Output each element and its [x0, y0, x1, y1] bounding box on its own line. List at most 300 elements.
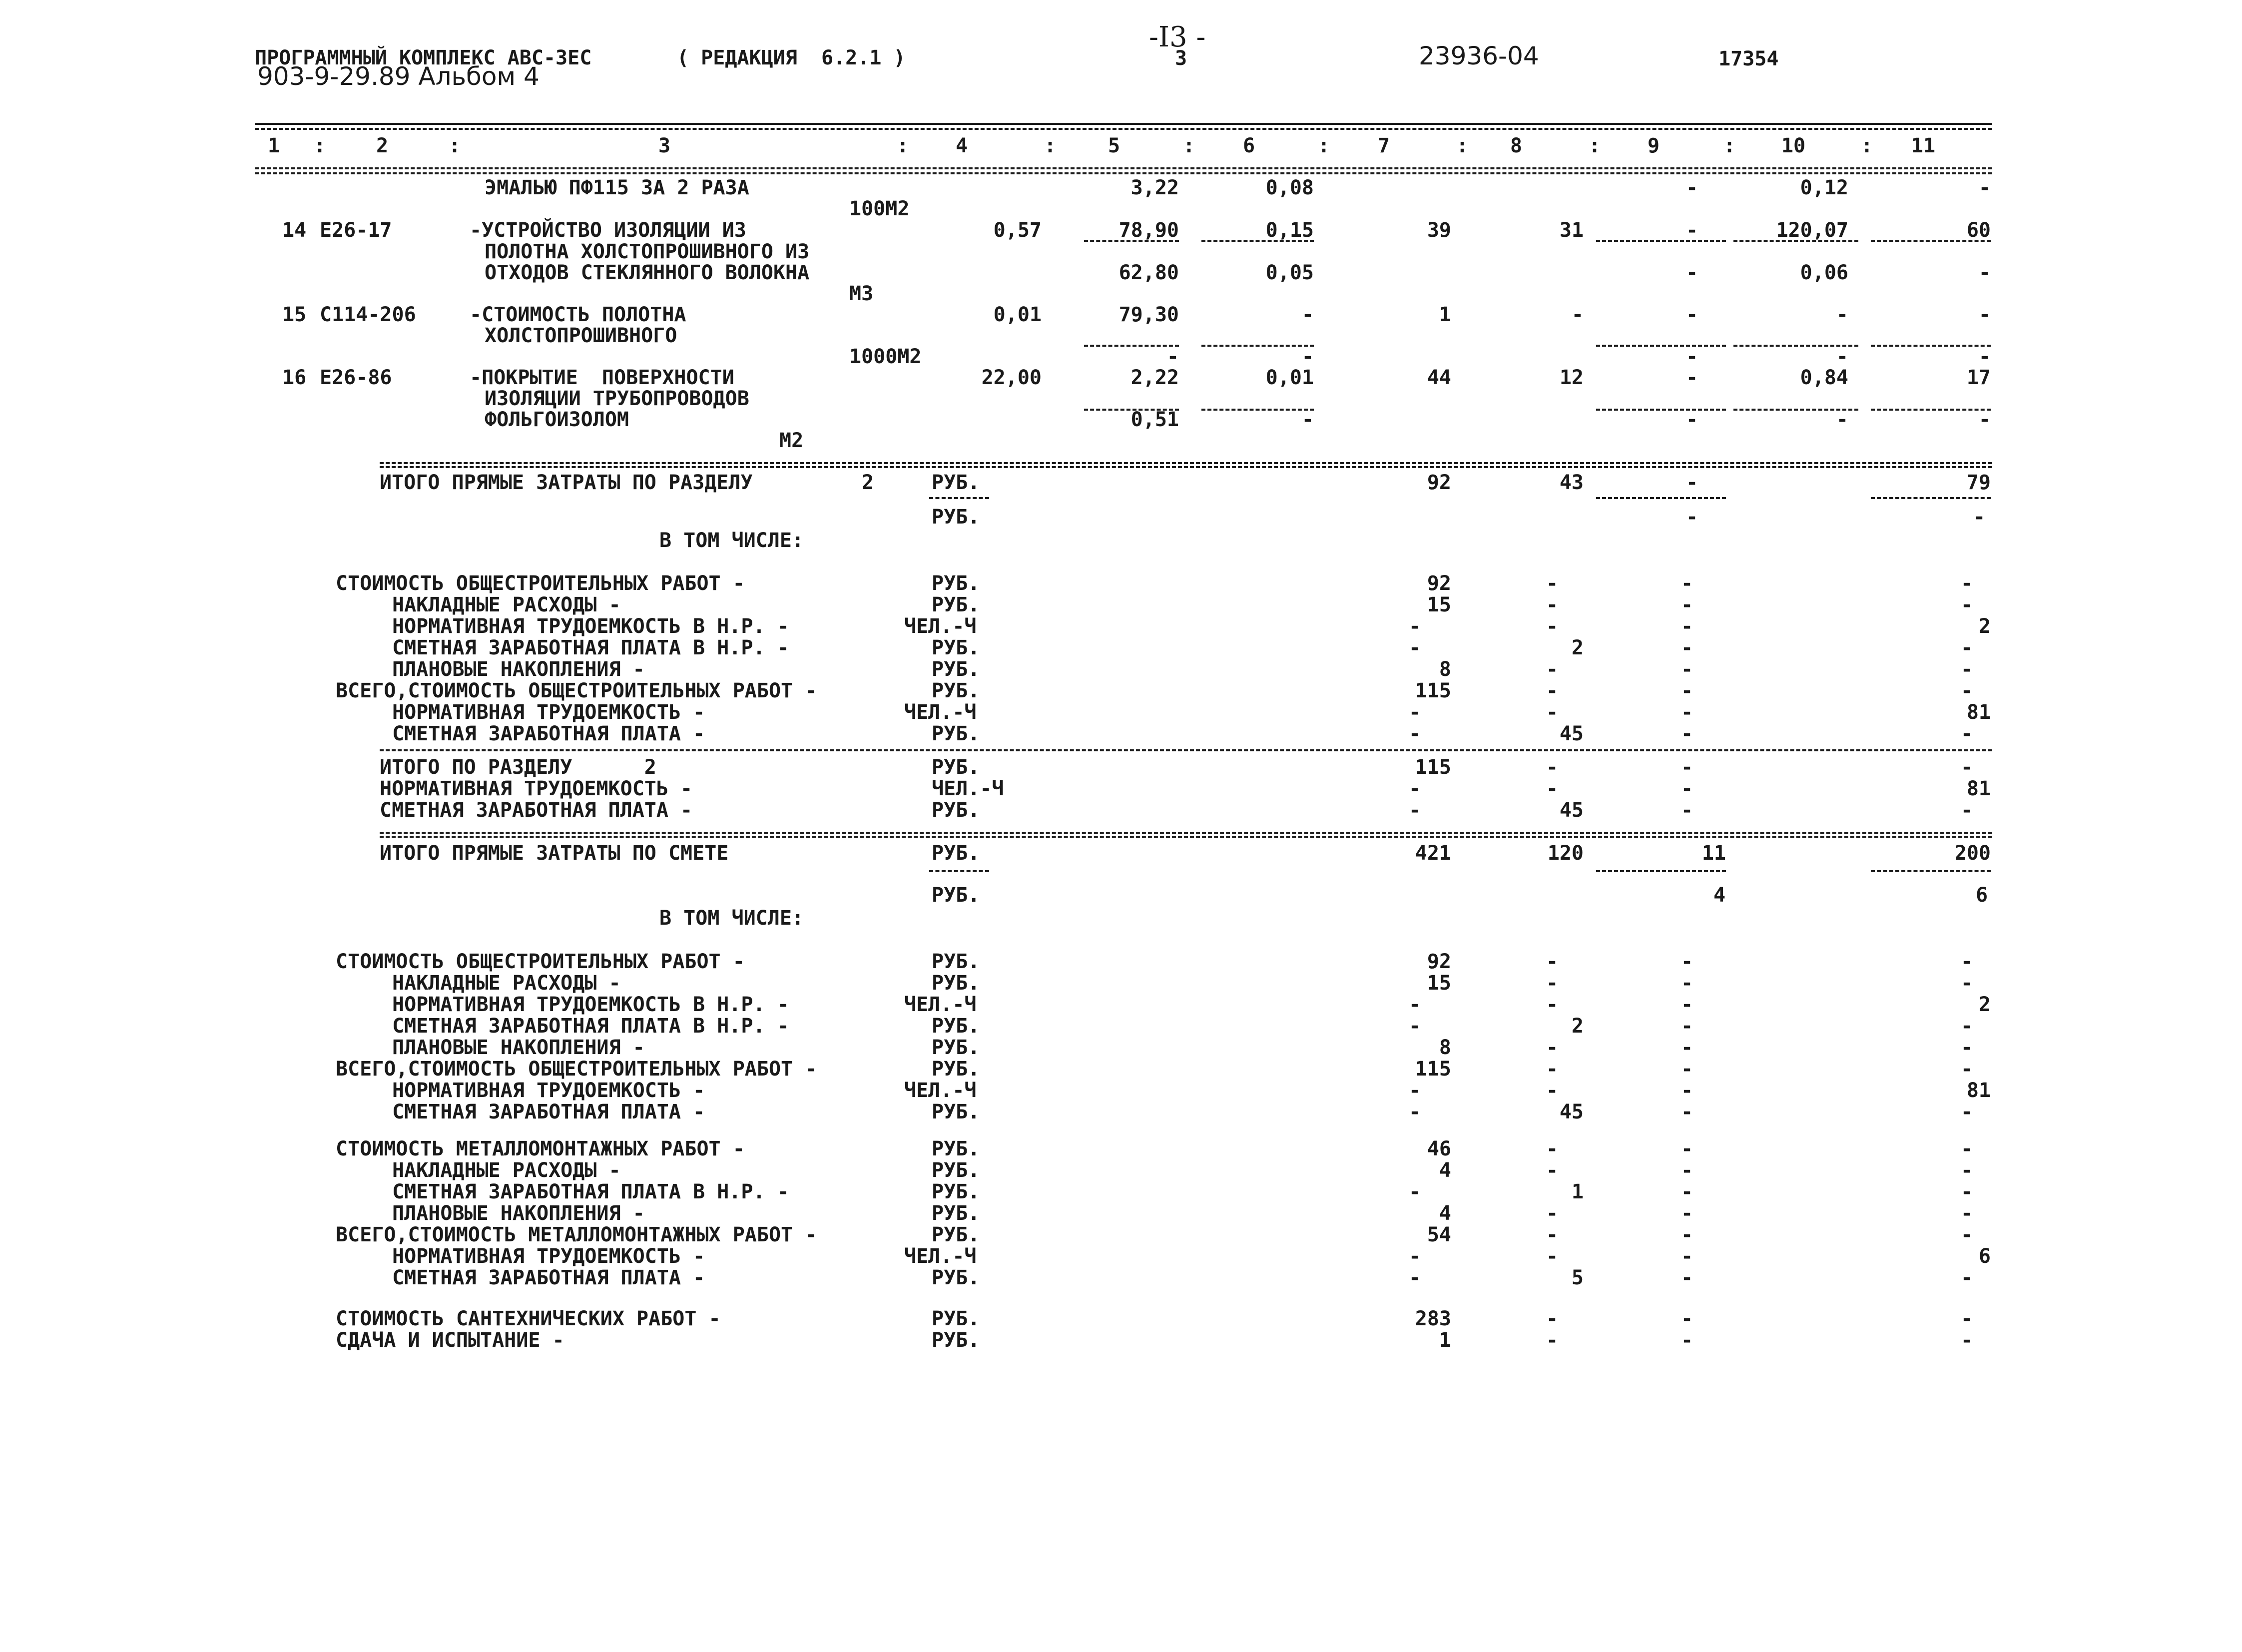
cell-c8: 31 — [1559, 219, 1584, 242]
cell-c9: - — [1681, 993, 1693, 1016]
cell-c11: 17 — [1966, 366, 1991, 389]
cell-c7: - — [1409, 615, 1421, 638]
cell-c10: 0,12 — [1800, 176, 1848, 199]
cell-c9: - — [1681, 679, 1693, 702]
unit-label: РУБ. — [932, 756, 980, 779]
cell-c11: 81 — [1966, 1079, 1991, 1102]
cell-c8: - — [1546, 1245, 1559, 1268]
estimate-total-label: ИТОГО ПРЯМЫЕ ЗАТРАТЫ ПО СМЕТЕ — [380, 842, 729, 865]
header-rule-bottom — [255, 167, 1992, 169]
cell-c11: 79 — [1966, 471, 1991, 494]
cell-c11: - — [1961, 572, 1973, 595]
column-header-11: 11 — [1911, 134, 1936, 157]
cell-c11: 81 — [1966, 701, 1991, 724]
unit-label: РУБ. — [932, 1180, 980, 1203]
cell-c8: - — [1546, 615, 1559, 638]
cell-c5: - — [1166, 345, 1179, 368]
section-total-rule — [380, 749, 1992, 751]
section-total-rule — [380, 462, 1992, 464]
cell-c9: - — [1686, 408, 1698, 431]
unit-label: ЧЕЛ.-Ч — [904, 1245, 977, 1268]
cell-c9: - — [1681, 1266, 1693, 1289]
section-number: 2 — [862, 471, 874, 494]
cell-c7: 4 — [1439, 1159, 1451, 1182]
cell-c10: 0,06 — [1800, 261, 1848, 284]
cell-c7: 39 — [1427, 219, 1451, 242]
summary-label: СМЕТНАЯ ЗАРАБОТНАЯ ПЛАТА - — [392, 722, 705, 745]
summary-label: СТОИМОСТЬ ОБЩЕСТРОИТЕЛЬНЫХ РАБОТ - — [336, 572, 745, 595]
column-header-10: 10 — [1781, 134, 1806, 157]
unit-label: РУБ. — [932, 1137, 980, 1160]
cell-c11: 60 — [1966, 219, 1991, 242]
cell-c11: 6 — [1978, 1245, 1991, 1268]
header-rule-top — [255, 123, 1992, 125]
item-description: ОТХОДОВ СТЕКЛЯННОГО ВОЛОКНА — [485, 261, 810, 284]
column-header-2: 2 — [376, 134, 389, 157]
cell-c11: - — [1961, 1058, 1973, 1081]
cell-c7: - — [1409, 799, 1421, 822]
item-number: 14 — [282, 219, 307, 242]
cell-c7: 8 — [1439, 658, 1451, 681]
underline-segment — [1201, 409, 1314, 411]
cell-c8: - — [1546, 950, 1559, 973]
cell-c9: - — [1681, 722, 1693, 745]
cell-c9: - — [1686, 176, 1698, 199]
column-separator: : — [1861, 134, 1873, 157]
cell-c11: - — [1978, 408, 1991, 431]
cell-c11: 2 — [1978, 615, 1991, 638]
cell-c7: - — [1409, 1101, 1421, 1123]
cell-c9: - — [1681, 777, 1693, 800]
cell-c9: - — [1686, 345, 1698, 368]
summary-label: ПЛАНОВЫЕ НАКОПЛЕНИЯ - — [392, 1036, 645, 1059]
cell-c11: - — [1961, 593, 1973, 616]
cell-c6: 0,08 — [1265, 176, 1314, 199]
cell-c9: - — [1686, 366, 1698, 389]
cell-c11: - — [1961, 1307, 1973, 1330]
section-total-rule-2 — [380, 466, 1992, 468]
unit-label: РУБ. — [932, 1202, 980, 1225]
cell-c11: 200 — [1954, 842, 1991, 865]
item-number: 16 — [282, 366, 307, 389]
cell-c9: - — [1686, 219, 1698, 242]
cell-c8: 2 — [1571, 636, 1584, 659]
unit-label: РУБ. — [932, 572, 980, 595]
cell-c7: 283 — [1415, 1307, 1451, 1330]
summary-label: НОРМАТИВНАЯ ТРУДОЕМКОСТЬ - — [392, 1079, 705, 1102]
including-heading: В ТОМ ЧИСЛЕ: — [659, 907, 804, 930]
item-description: -УСТРОЙСТВО ИЗОЛЯЦИИ ИЗ — [470, 219, 746, 242]
cell-c11: - — [1978, 345, 1991, 368]
cell-c9: - — [1681, 1079, 1693, 1102]
summary-label: НОРМАТИВНАЯ ТРУДОЕМКОСТЬ - — [380, 777, 693, 800]
item-description: ФОЛЬГОИЗОЛОМ — [485, 408, 629, 431]
cell-c11: 2 — [1978, 993, 1991, 1016]
unit-label: РУБ. — [932, 593, 980, 616]
cell-c10: 0,84 — [1800, 366, 1848, 389]
column-separator: : — [314, 134, 326, 157]
cell-c7: 421 — [1415, 842, 1451, 865]
cell-c8: - — [1546, 1307, 1559, 1330]
item-unit: 100М2 — [849, 197, 910, 220]
cell-c9: - — [1681, 972, 1693, 995]
program-title: ПРОГРАММНЫЙ КОМПЛЕКС АВС-3ЕС — [255, 46, 592, 69]
summary-label: ПЛАНОВЫЕ НАКОПЛЕНИЯ - — [392, 1202, 645, 1225]
cell-c10: 120,07 — [1776, 219, 1848, 242]
cell-c7: 92 — [1427, 471, 1451, 494]
summary-label: СМЕТНАЯ ЗАРАБОТНАЯ ПЛАТА - — [380, 799, 693, 822]
item-description: ХОЛСТОПРОШИВНОГО — [485, 324, 677, 347]
cell-c7: - — [1409, 1266, 1421, 1289]
cell-c11: - — [1961, 799, 1973, 822]
cell-c11: - — [1961, 658, 1973, 681]
cell-c7: 1 — [1439, 303, 1451, 326]
cell-c11: - — [1961, 722, 1973, 745]
summary-label: СМЕТНАЯ ЗАРАБОТНАЯ ПЛАТА - — [392, 1266, 705, 1289]
cell-c7: - — [1409, 1015, 1421, 1038]
column-header-1: 1 — [267, 134, 280, 157]
underline-segment — [1596, 345, 1726, 347]
cell-c8: 12 — [1559, 366, 1584, 389]
underline-segment — [1871, 409, 1991, 411]
cell-c9: - — [1681, 1245, 1693, 1268]
unit-label: РУБ. — [932, 1058, 980, 1081]
underline-segment — [1596, 497, 1726, 499]
cell-c7: - — [1409, 1180, 1421, 1203]
cell-c7: 115 — [1415, 1058, 1451, 1081]
cell-c4: 0,57 — [993, 219, 1042, 242]
unit-label: РУБ. — [932, 799, 980, 822]
cell-c8: - — [1546, 1079, 1559, 1102]
unit-label: РУБ. — [932, 471, 980, 494]
cell-c11: - — [1961, 756, 1973, 779]
underline-segment — [929, 870, 989, 872]
cell-c9: - — [1681, 615, 1693, 638]
underline-segment — [1201, 240, 1314, 242]
cell-c8: - — [1546, 1223, 1559, 1246]
underline-segment — [929, 497, 989, 499]
cell-c6: - — [1301, 408, 1314, 431]
cell-c11: - — [1978, 261, 1991, 284]
cell-c11: 81 — [1966, 777, 1991, 800]
cell-c8: 2 — [1571, 1015, 1584, 1038]
cell-c8: - — [1546, 1202, 1559, 1225]
cell-c9: - — [1681, 1058, 1693, 1081]
cell-c5: 0,51 — [1130, 408, 1179, 431]
cell-c4: 22,00 — [981, 366, 1042, 389]
summary-label: СДАЧА И ИСПЫТАНИЕ - — [336, 1329, 564, 1352]
cell-c11: - — [1978, 303, 1991, 326]
unit-label: РУБ. — [932, 658, 980, 681]
cell-c7: 92 — [1427, 572, 1451, 595]
column-separator: : — [1044, 134, 1057, 157]
cell-c8: - — [1546, 993, 1559, 1016]
summary-label: СМЕТНАЯ ЗАРАБОТНАЯ ПЛАТА В Н.Р. - — [392, 1015, 789, 1038]
summary-label: НАКЛАДНЫЕ РАСХОДЫ - — [392, 972, 621, 995]
cell-c11: - — [1973, 506, 1986, 529]
item-description: -СТОИМОСТЬ ПОЛОТНА — [470, 303, 686, 326]
cell-c8: 43 — [1559, 471, 1584, 494]
cell-c10: - — [1836, 303, 1848, 326]
cell-c8: 45 — [1559, 722, 1584, 745]
column-header-3: 3 — [658, 134, 671, 157]
cell-c7: 8 — [1439, 1036, 1451, 1059]
cell-c9: - — [1681, 1223, 1693, 1246]
cell-c9: - — [1681, 1180, 1693, 1203]
underline-segment — [1084, 345, 1179, 347]
cell-c11: - — [1961, 972, 1973, 995]
underline-segment — [1733, 345, 1858, 347]
estimate-total-rule — [380, 832, 1992, 834]
cell-c11: - — [1961, 679, 1973, 702]
cell-c7: 15 — [1427, 972, 1451, 995]
column-separator: : — [449, 134, 461, 157]
page-number: -I3 - — [1149, 21, 1206, 53]
summary-label: НОРМАТИВНАЯ ТРУДОЕМКОСТЬ В Н.Р. - — [392, 615, 789, 638]
underline-segment — [1871, 497, 1991, 499]
cell-c6: 0,05 — [1265, 261, 1314, 284]
cell-c11: - — [1961, 636, 1973, 659]
cell-c11: 6 — [1976, 884, 1988, 907]
cell-c9: - — [1681, 1015, 1693, 1038]
cell-c8: - — [1546, 1329, 1559, 1352]
cell-c8: 120 — [1547, 842, 1584, 865]
underline-segment — [1596, 409, 1726, 411]
item-code: Е26-86 — [320, 366, 392, 389]
summary-label: СМЕТНАЯ ЗАРАБОТНАЯ ПЛАТА В Н.Р. - — [392, 636, 789, 659]
cell-c8: - — [1546, 593, 1559, 616]
cell-c6: - — [1301, 303, 1314, 326]
column-separator: : — [1183, 134, 1195, 157]
summary-label: ВСЕГО,СТОИМОСТЬ ОБЩЕСТРОИТЕЛЬНЫХ РАБОТ - — [336, 1058, 817, 1081]
cell-c9: - — [1681, 950, 1693, 973]
cell-c11: - — [1961, 1036, 1973, 1059]
cell-c7: - — [1409, 701, 1421, 724]
unit-label: ЧЕЛ.-Ч — [904, 1079, 977, 1102]
cell-c7: 4 — [1439, 1202, 1451, 1225]
cell-c11: - — [1961, 1202, 1973, 1225]
underline-segment — [1871, 240, 1991, 242]
cell-c9: - — [1681, 658, 1693, 681]
cell-c8: - — [1546, 777, 1559, 800]
cell-c7: 54 — [1427, 1223, 1451, 1246]
unit-label: РУБ. — [932, 636, 980, 659]
item-description: ИЗОЛЯЦИИ ТРУБОПРОВОДОВ — [485, 387, 749, 410]
cell-c9: - — [1681, 572, 1693, 595]
summary-label: НОРМАТИВНАЯ ТРУДОЕМКОСТЬ - — [392, 1245, 705, 1268]
including-heading: В ТОМ ЧИСЛЕ: — [659, 529, 804, 552]
cell-c7: - — [1409, 722, 1421, 745]
cell-c8: - — [1546, 1058, 1559, 1081]
cell-c7: 115 — [1415, 756, 1451, 779]
underline-segment — [1733, 409, 1858, 411]
summary-label: СТОИМОСТЬ ОБЩЕСТРОИТЕЛЬНЫХ РАБОТ - — [336, 950, 745, 973]
cell-c9: - — [1686, 471, 1698, 494]
unit-label: РУБ. — [932, 1101, 980, 1123]
page-sub-number: 3 — [1175, 47, 1187, 70]
cell-c9: - — [1681, 636, 1693, 659]
cell-c7: 92 — [1427, 950, 1451, 973]
unit-label: ЧЕЛ.-Ч — [904, 993, 977, 1016]
cell-c11: - — [1961, 1137, 1973, 1160]
cell-c9: - — [1681, 1329, 1693, 1352]
column-header-5: 5 — [1108, 134, 1121, 157]
unit-label: РУБ. — [932, 1015, 980, 1038]
cell-c11: - — [1961, 1101, 1973, 1123]
summary-label: ВСЕГО,СТОИМОСТЬ ОБЩЕСТРОИТЕЛЬНЫХ РАБОТ - — [336, 679, 817, 702]
cell-c7: - — [1409, 777, 1421, 800]
column-separator: : — [1589, 134, 1601, 157]
unit-label: РУБ. — [932, 1036, 980, 1059]
cell-c8: - — [1546, 679, 1559, 702]
cell-c8: - — [1546, 572, 1559, 595]
cell-c6: - — [1301, 345, 1314, 368]
underline-segment — [1201, 345, 1314, 347]
cell-c5: 62,80 — [1119, 261, 1179, 284]
cell-c10: - — [1836, 345, 1848, 368]
cell-c5: 2,22 — [1130, 366, 1179, 389]
cell-c11: - — [1961, 950, 1973, 973]
header-rule-top-2 — [255, 128, 1992, 130]
cell-c9: - — [1681, 1036, 1693, 1059]
summary-label: СМЕТНАЯ ЗАРАБОТНАЯ ПЛАТА - — [392, 1101, 705, 1123]
cell-c8: 1 — [1571, 1180, 1584, 1203]
album-label: 903-9-29.89 Альбом 4 — [257, 62, 540, 91]
summary-label: ПЛАНОВЫЕ НАКОПЛЕНИЯ - — [392, 658, 645, 681]
item-description: -ПОКРЫТИЕ ПОВЕРХНОСТИ — [470, 366, 734, 389]
item-unit: М3 — [849, 282, 874, 305]
column-header-9: 9 — [1647, 134, 1660, 157]
cell-c9: - — [1681, 1101, 1693, 1123]
cell-c8: - — [1546, 701, 1559, 724]
cell-c10: - — [1836, 408, 1848, 431]
cell-c8: - — [1546, 658, 1559, 681]
column-separator: : — [1318, 134, 1330, 157]
cell-c9: - — [1681, 1137, 1693, 1160]
column-header-6: 6 — [1242, 134, 1255, 157]
item-unit: М2 — [779, 429, 804, 452]
unit-label: РУБ. — [932, 972, 980, 995]
item-unit: 1000М2 — [849, 345, 922, 368]
cell-c11: - — [1978, 176, 1991, 199]
unit-label: РУБ. — [932, 1329, 980, 1352]
unit-label: РУБ. — [932, 506, 980, 529]
unit-label: РУБ. — [932, 1159, 980, 1182]
underline-segment — [1871, 345, 1991, 347]
cell-c11: - — [1961, 1223, 1973, 1246]
cell-c6: 0,01 — [1265, 366, 1314, 389]
summary-label: СТОИМОСТЬ САНТЕХНИЧЕСКИХ РАБОТ - — [336, 1307, 721, 1330]
cell-c11: - — [1961, 1159, 1973, 1182]
underline-segment — [1871, 870, 1991, 872]
cell-c11: - — [1961, 1015, 1973, 1038]
summary-label: СТОИМОСТЬ МЕТАЛЛОМОНТАЖНЫХ РАБОТ - — [336, 1137, 745, 1160]
cell-c8: 45 — [1559, 1101, 1584, 1123]
underline-segment — [1733, 240, 1858, 242]
summary-label: СМЕТНАЯ ЗАРАБОТНАЯ ПЛАТА В Н.Р. - — [392, 1180, 789, 1203]
estimate-total-rule-2 — [380, 836, 1992, 838]
cell-c9: - — [1686, 303, 1698, 326]
cell-c7: 1 — [1439, 1329, 1451, 1352]
cell-c11: - — [1961, 1180, 1973, 1203]
cell-c9: - — [1681, 1202, 1693, 1225]
column-separator: : — [897, 134, 909, 157]
cell-c9: - — [1681, 799, 1693, 822]
cell-c9: - — [1686, 506, 1698, 529]
summary-label: НОРМАТИВНАЯ ТРУДОЕМКОСТЬ - — [392, 701, 705, 724]
unit-label: ЧЕЛ.-Ч — [932, 777, 1004, 800]
cell-c8: - — [1546, 1159, 1559, 1182]
cell-c5: 3,22 — [1130, 176, 1179, 199]
cell-c7: 46 — [1427, 1137, 1451, 1160]
cell-c7: 44 — [1427, 366, 1451, 389]
cell-c9: - — [1681, 593, 1693, 616]
cell-c8: - — [1546, 1137, 1559, 1160]
cell-c8: 45 — [1559, 799, 1584, 822]
cell-c7: 115 — [1415, 679, 1451, 702]
header-rule-bottom-2 — [255, 172, 1992, 174]
column-separator: : — [1456, 134, 1469, 157]
section-total-label: ИТОГО ПРЯМЫЕ ЗАТРАТЫ ПО РАЗДЕЛУ — [380, 471, 753, 494]
cell-c9: - — [1681, 756, 1693, 779]
cell-c9: 11 — [1701, 842, 1726, 865]
column-header-7: 7 — [1377, 134, 1390, 157]
unit-label: РУБ. — [932, 884, 980, 907]
cell-c5: 78,90 — [1119, 219, 1179, 242]
cell-c8: - — [1546, 1036, 1559, 1059]
cell-c8: - — [1571, 303, 1584, 326]
item-code: С114-206 — [320, 303, 416, 326]
cell-c9: - — [1681, 1159, 1693, 1182]
unit-label: РУБ. — [932, 1307, 980, 1330]
column-header-8: 8 — [1510, 134, 1523, 157]
cell-c11: - — [1961, 1266, 1973, 1289]
document-number: 17354 — [1718, 47, 1779, 70]
summary-label: НАКЛАДНЫЕ РАСХОДЫ - — [392, 1159, 621, 1182]
unit-label: РУБ. — [932, 679, 980, 702]
unit-label: РУБ. — [932, 1223, 980, 1246]
summary-label: ИТОГО ПО РАЗДЕЛУ 2 — [380, 756, 656, 779]
unit-label: РУБ. — [932, 842, 980, 865]
cell-c7: 15 — [1427, 593, 1451, 616]
unit-label: ЧЕЛ.-Ч — [904, 701, 977, 724]
cell-c9: - — [1681, 701, 1693, 724]
document-code: 23936-04 — [1419, 41, 1539, 70]
edition-label: ( РЕДАКЦИЯ 6.2.1 ) — [677, 46, 906, 69]
cell-c9: - — [1686, 261, 1698, 284]
item-description: ЭМАЛЬЮ ПФ115 ЗА 2 РАЗА — [485, 176, 749, 199]
cell-c9: - — [1681, 1307, 1693, 1330]
cell-c8: - — [1546, 972, 1559, 995]
item-code: Е26-17 — [320, 219, 392, 242]
cell-c7: - — [1409, 993, 1421, 1016]
cell-c6: 0,15 — [1265, 219, 1314, 242]
item-number: 15 — [282, 303, 307, 326]
unit-label: РУБ. — [932, 722, 980, 745]
unit-label: ЧЕЛ.-Ч — [904, 615, 977, 638]
cell-c4: 0,01 — [993, 303, 1042, 326]
cell-c7: - — [1409, 636, 1421, 659]
underline-segment — [1596, 870, 1726, 872]
cell-c11: - — [1961, 1329, 1973, 1352]
column-header-4: 4 — [955, 134, 968, 157]
item-description: ПОЛОТНА ХОЛСТОПРОШИВНОГО ИЗ — [485, 240, 810, 263]
underline-segment — [1084, 240, 1179, 242]
cell-c8: - — [1546, 756, 1559, 779]
unit-label: РУБ. — [932, 950, 980, 973]
cell-c8: 5 — [1571, 1266, 1584, 1289]
underline-segment — [1084, 409, 1179, 411]
